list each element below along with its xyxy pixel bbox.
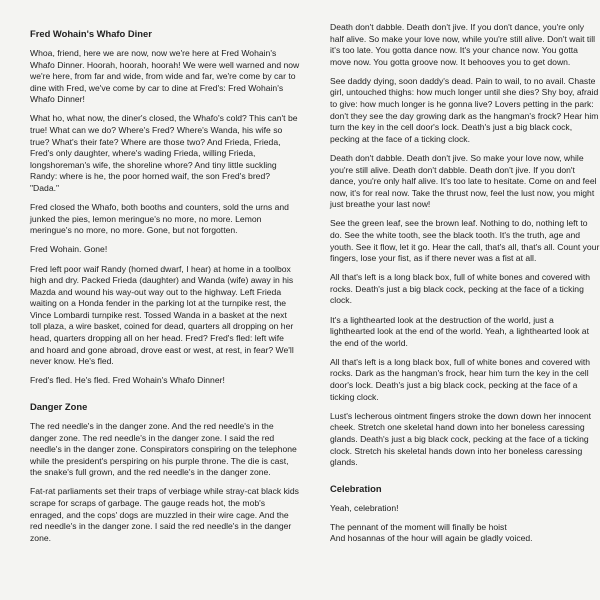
- lyric-paragraph: The pennant of the moment will finally be hoist And hosannas of the hour will again be gladly voiced.: [330, 521, 533, 544]
- lyric-paragraph: Death don't dabble. Death don't jive. If you don't dance, you're only half alive. So make your love now, while you're still alive. Don't wait till it's too late. You gotta dance now. It's your chance now. You gotta move now. You gotta groove now. It behooves you to get down.: [330, 22, 596, 67]
- lyric-paragraph: Fred Wohain. Gone!: [30, 244, 108, 255]
- lyric-paragraph: It's a lighthearted look at the destruction of the world, just a lighthearted look at the end of the world. Yeah, a lighthearted look at the end of the world.: [330, 314, 589, 348]
- lyric-paragraph: Whoa, friend, here we are now, now we're here at Fred Wohain's Whafo Dinner. Hoorah, hoorah, hoorah! We were well warned and now we're here, from far and wide, from wide and far, we're come by car to dine with Fred, we've come by car to dine at Fred's: Fred Wohain's Whafo Dinner!: [30, 48, 300, 105]
- song-danger-zone: [30, 401, 300, 544]
- lyric-paragraph: Fred's fled. He's fled. Fred Wohain's Whafo Dinner!: [30, 375, 225, 386]
- right-column: [330, 22, 600, 559]
- lyric-paragraph: Fat-rat parliaments set their traps of verbiage while stray-cat black kids scrape for scraps of garbage. The gauge reads hot, the mob's enraged, and the cops' dogs are muzzled in their wire cage. And the red needle's in the danger zone. I said the red needle's in the danger zone.: [30, 486, 299, 543]
- lyric-paragraph: Death don't dabble. Death don't jive. So make your love now, while you're still alive. Death don't dabble. Death don't jive. If you don't dance, you're only half alive. It's too late to hesitate. Come on and feel now, it's for real now. Take the thrust now, feel the lust now, you might just breathe your last now!: [330, 152, 597, 210]
- lyric-paragraph: The red needle's in the danger zone. And the red needle's in the danger zone. The red needle's in the danger zone. I said the red needle's in the danger zone. Conspirators conspiring on the telephone while the president's perspiring on his purple throne. The die is cast, the snake's full grown, and the red needle's in the danger zone.: [30, 420, 297, 478]
- song-continued: [330, 22, 600, 469]
- left-column: [30, 28, 300, 558]
- song-celebration: [330, 483, 600, 545]
- lyric-paragraph: Lust's lecherous ointment fingers stroke the down down her innocent cheek. Stretch one skeletal hand down into her boneless caressing glands. Death's just a big black cock, pecking at the face of a ticking clock. Stretch his skeletal hands down into her boneless caressing glands.: [330, 410, 592, 468]
- lyric-paragraph: All that's left is a long black box, full of white bones and covered with rocks. Dark as the hangman's frock, hear him turn the key in the cell door's lock. Death's just a big black cock, pecking at the face of a ticking clock.: [330, 356, 591, 402]
- lyric-paragraph: All that's left is a long black box, full of white bones and covered with rocks. Death's just a big black cock, pecking at the face of a ticking clock.: [330, 272, 591, 306]
- lyric-paragraph: What ho, what now, the diner's closed, the Whafo's cold? This can't be true! What can we do? Where's Fred? Where's Wanda, his wife so true? What's their fate? Where are those two? And Frieda, Frieda, Fred's only daughter, where's wading Frieda, willing Frieda, longshoreman's wife, the shoreline whore? And tiny little suckling Randy: where is he, the poor horned waif, the son Fred's bred? "Dada.": [30, 113, 298, 194]
- lyric-paragraph: See daddy dying, soon daddy's dead. Pain to wail, to no avail. Chaste girl, untouched thighs: how much longer until she dies? Shy boy, afraid to give: how much longer is he gonna live? Lovers petting in the park: don't they see the day growing dark as the hangman's frock? Hear him turn the key in the cell door's lock. Death's just a big black cock, pecking at the face of a ticking clock.: [330, 75, 599, 144]
- song-title: Fred Wohain's Whafo Diner: [30, 28, 152, 39]
- lyric-paragraph: Yeah, celebration!: [330, 502, 399, 513]
- lyric-paragraph: See the green leaf, see the brown leaf. Nothing to do, nothing left to do. See the white tooth, see the black tooth. It's the truth, age and youth. See it flow, let it go. Hear the call, that's all, that's all. Count your fingers, lose your fist, as if there never was a fist at all.: [330, 218, 600, 264]
- song-title: Celebration: [330, 482, 382, 494]
- lyric-paragraph: Fred left poor waif Randy (horned dwarf, I hear) at home in a toolbox high and dry. Packed Frieda (daughter) and Wanda (wife) away in his Mazda and wound his way-out way out to the highway. Left Frieda waiting on a Honda fender in the parking lot at the turnpike rest, the Vince Lombardi turnpike rest. Tossed Wanda in a basket at the next toll plaza, a wire basket, coined for dead, quarters all dropping on her head, quarters dropping all on her head. Fred? Fred's fled: left wife and hoard and gone abroad, drove east or west, at rest, in fear? We'll never know. He's fled.: [30, 263, 294, 367]
- song-fred-wohain-s-whafo-diner: [30, 28, 300, 387]
- lyric-paragraph: Fred closed the Whafo, both booths and counters, sold the urns and junked the pies, lemon meringue's no more, no more. Lemon meringue's no more, no more. Gone, but not forgotten.: [30, 202, 289, 236]
- song-title: Danger Zone: [30, 400, 88, 412]
